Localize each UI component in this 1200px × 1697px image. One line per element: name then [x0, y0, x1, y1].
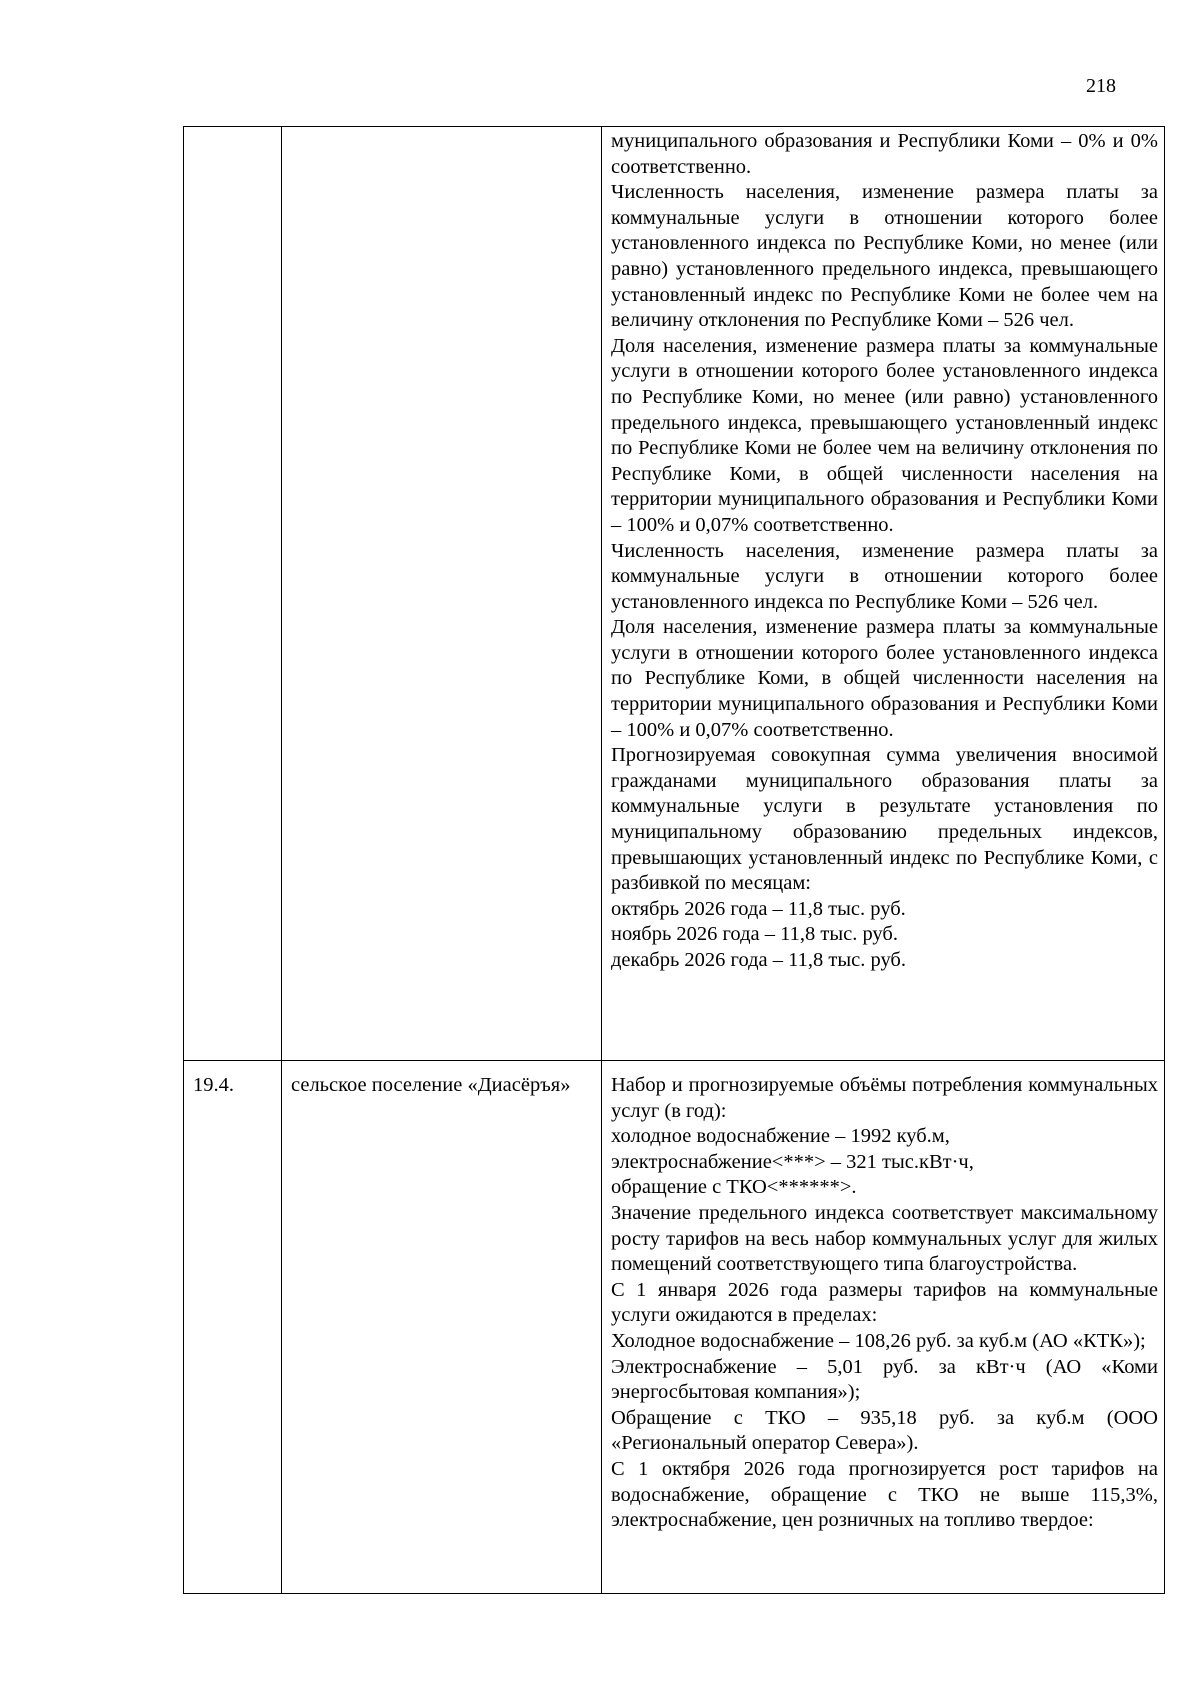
description-paragraph: Численность населения, изменение размера платы за коммунальные услуги в отношении которого более установленного индекса по Республике Коми, но менее (или равно) установленного предельного индекса, превышающего установленный индекс по Республике Коми не более чем на величину отклонения по Республике Коми – 526 чел.: [611, 181, 1158, 332]
row-number: 19.4.: [193, 1074, 234, 1096]
municipality-name: сельское поселение «Диасёръя»: [291, 1074, 571, 1096]
page-number: 218: [1086, 75, 1116, 97]
consumption-line: электроснабжение<***> – 321 тыс.кВт·ч,: [611, 1150, 974, 1173]
description-paragraph: Доля населения, изменение размера платы за коммунальные услуги в отношении которого более установленного индекса по Республике Коми, в общей численности населения на территории муниципального образования и Республики Коми – 100% и 0,07% соответственно.: [611, 616, 1158, 741]
description-cell: [602, 127, 1165, 1061]
monthly-forecast-line: ноябрь 2026 года – 11,8 тыс. руб.: [611, 923, 898, 946]
table-row: [184, 127, 1165, 1061]
description-paragraph: Прогнозируемая совокупная сумма увеличения вносимой гражданами муниципального образования платы за коммунальные услуги в результате установления по муниципальному образованию предельных индексов, превышающих установленный индекс по Республике Коми, с разбивкой по месяцам:: [611, 744, 1158, 895]
row-number: [184, 127, 281, 133]
description-paragraph: Доля населения, изменение размера платы за коммунальные услуги в отношении которого более установленного индекса по Республике Коми, но менее (или равно) установленного предельного индекса, превышающего установленный индекс по Республике Коми не более чем на величину отклонения по Республике Коми, в общей численности населения на территории муниципального образования и Республики Коми – 100% и 0,07% соответственно.: [611, 334, 1158, 536]
municipality-name-cell: [282, 1061, 602, 1594]
table-row: [184, 1061, 1165, 1594]
description-paragraph: муниципального образования и Республики Коми – 0% и 0% соответственно.: [611, 130, 1158, 178]
consumption-line: холодное водоснабжение – 1992 куб.м,: [611, 1125, 950, 1148]
consumption-line: обращение с ТКО<******>.: [611, 1176, 857, 1199]
description-paragraph: С 1 октября 2026 года прогнозируется рост тарифов на водоснабжение, обращение с ТКО не выше 115,3%, электроснабжение, цен розничных на топливо твердое:: [611, 1457, 1158, 1532]
description-paragraph: Набор и прогнозируемые объёмы потребления коммунальных услуг (в год):: [611, 1074, 1158, 1122]
description-paragraph: Холодное водоснабжение – 108,26 руб. за куб.м (АО «КТК»);: [611, 1329, 1146, 1352]
monthly-forecast-line: декабрь 2026 года – 11,8 тыс. руб.: [611, 949, 906, 971]
description-paragraph: С 1 января 2026 года размеры тарифов на коммунальные услуги ожидаются в пределах:: [611, 1278, 1158, 1327]
municipal-index-table: [183, 126, 1165, 1594]
description-paragraph: Численность населения, изменение размера платы за коммунальные услуги в отношении которого более установленного индекса по Республике Коми – 526 чел.: [611, 539, 1158, 613]
row-number-cell: [184, 127, 282, 1061]
monthly-forecast-line: октябрь 2026 года – 11,8 тыс. руб.: [611, 897, 906, 920]
municipality-name-cell: [282, 127, 602, 1061]
description-paragraph: Значение предельного индекса соответствует максимальному росту тарифов на весь набор коммунальных услуг для жилых помещений соответствующего типа благоустройства.: [611, 1201, 1158, 1276]
description-cell: [602, 1061, 1165, 1594]
municipality-name: [282, 127, 601, 133]
description-paragraph: Электроснабжение – 5,01 руб. за кВт·ч (АО «Коми энергосбытовая компания»);: [611, 1355, 1158, 1404]
row-number-cell: [184, 1061, 282, 1594]
description-paragraph: Обращение с ТКО – 935,18 руб. за куб.м (ООО «Региональный оператор Севера»).: [611, 1406, 1158, 1455]
